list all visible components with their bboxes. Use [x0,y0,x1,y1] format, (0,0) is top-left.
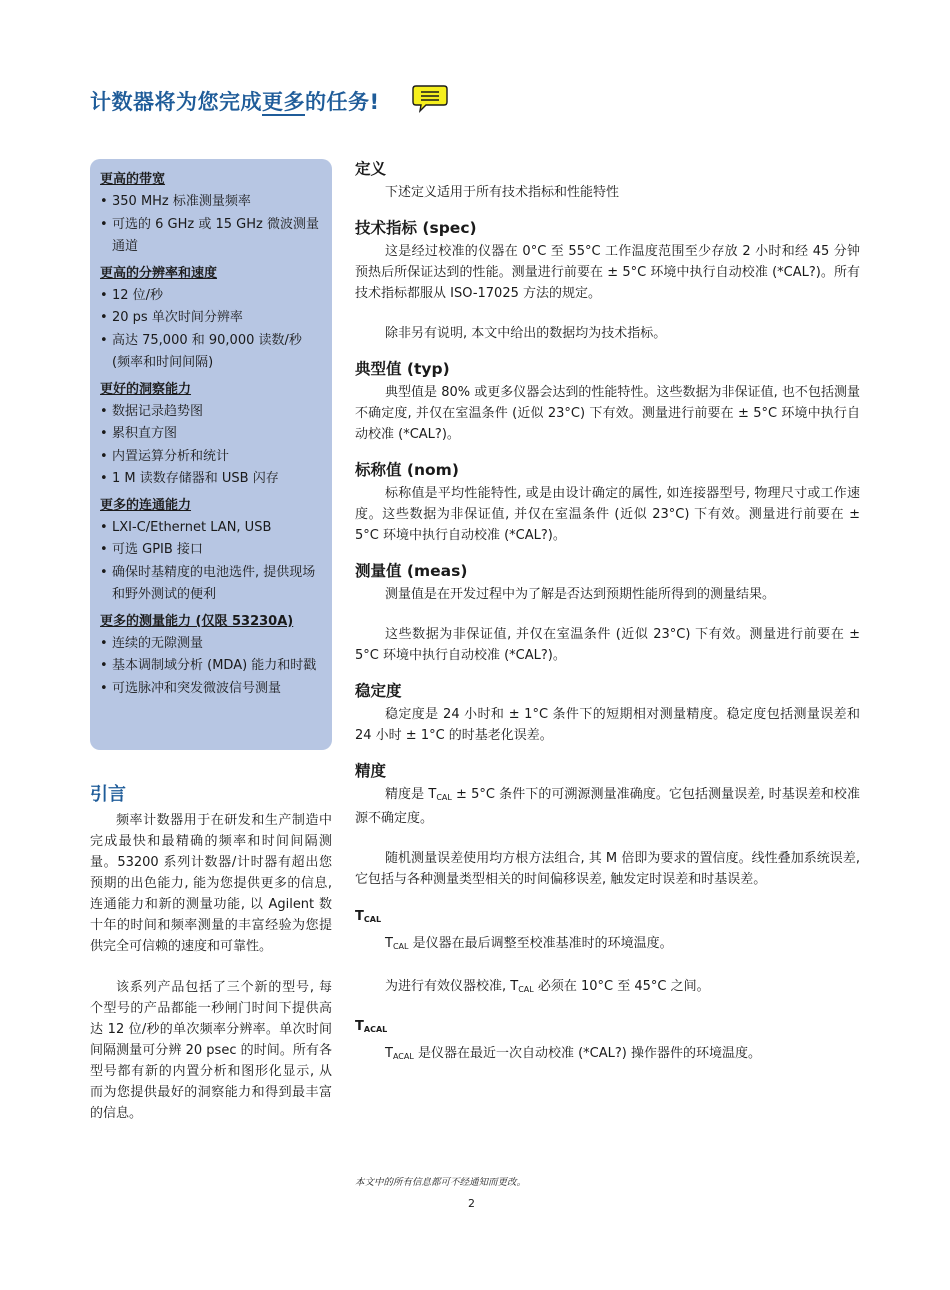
list-item: • 12 位/秒 [100,285,324,308]
definitions-column [355,158,860,1081]
sidebar-heading: 更多的连通能力 [100,497,192,513]
paragraph: 典型值是 80% 或更多仪器会达到的性能特性。这些数据为非保证值, 也不包括测量不确定度, 并仅在室温条件 (近似 23°C) 下有效。测量进行前要在 ± 5°C 环境中执行自动校准 (*CAL?)。 [355,385,860,442]
paragraph: 这些数据为非保证值, 并仅在室温条件 (近似 23°C) 下有效。测量进行前要在 ± 5°C 环境中执行自动校准 (*CAL?)。 [355,627,860,663]
intro-body [90,810,332,1144]
page-number: 2 [468,1197,475,1210]
section-heading: $T_{ACAL}$ [355,1019,388,1034]
sidebar-heading: 更好的洞察能力 [100,381,192,397]
list-item: • 连续的无隙测量 [100,633,324,656]
list-item: • 内置运算分析和统计 [100,446,324,469]
paragraph: $T_{ACAL}$ 是仪器在最近一次自动校准 (*CAL?) 操作器件的环境温度。 [385,1046,761,1061]
list-item: • LXI-C/Ethernet LAN, USB [100,517,324,540]
paragraph: 这是经过校准的仪器在 0°C 至 55°C 工作温度范围至少存放 2 小时和经 45 分钟预热后所保证达到的性能。测量进行前要在 ± 5°C 环境中执行自动校准 (*CAL?)。所有技术指标都服从 ISO-17025 方法的规定。 [355,244,860,301]
feature-sidebar [90,159,332,750]
list-item: • 可选的 6 GHz 或 15 GHz 微波测量通道 [100,214,324,259]
footnote: 本文中的所有信息都可不经通知而更改。 [355,1177,527,1188]
sidebar-heading: 更多的测量能力 (仅限 53230A) [100,613,294,629]
list-item: • 确保时基精度的电池选件, 提供现场和野外测试的便利 [100,562,324,607]
list-item: • 可选 GPIB 接口 [100,539,324,562]
list-item: • 可选脉冲和突发微波信号测量 [100,678,324,701]
paragraph: 标称值是平均性能特性, 或是由设计确定的属性, 如连接器型号, 物理尺寸或工作速度。这些数据为非保证值, 并仅在室温条件 (近似 23°C) 下有效。测量进行前要在 ± 5°C 环境中执行自动校准 (*CAL?)。 [355,486,860,543]
section-heading: 技术指标 (spec) [355,219,477,237]
paragraph: $T_{CAL}$ 是仪器在最后调整至校准基准时的环境温度。 [385,936,673,951]
page-title: 计数器将为您完成更多的任务! [90,90,380,114]
intro-paragraph: 频率计数器用于在研发和生产制造中完成最快和最精确的频率和时间间隔测量。53200 系列计数器/计时器有超出您预期的出色能力, 能为您提供更多的信息, 连通能力和新的测量功能, 以 Agilent 数十年的时间和频率测量的丰富经验为您提供完全可信赖的速度和可靠性。 [90,813,332,954]
paragraph: 精度是 $T_{CAL} \pm 5^\circ C$ 条件下的可溯源测量准确度。它包括测量误差, 时基误差和校准源不确定度。 [355,787,860,826]
section-heading: 测量值 (meas) [355,562,468,580]
list-item: • 累积直方图 [100,423,324,446]
paragraph: 稳定度是 24 小时和 ± 1°C 条件下的短期相对测量精度。稳定度包括测量误差和 24 小时 ± 1°C 的时基老化误差。 [355,707,860,743]
paragraph: 下述定义适用于所有技术指标和性能特性 [385,185,620,200]
paragraph: 除非另有说明, 本文中给出的数据均为技术指标。 [385,326,667,341]
list-item: • 20 ps 单次时间分辨率 [100,307,324,330]
section-heading: 定义 [355,160,387,178]
section-heading: 精度 [355,762,387,780]
paragraph: 随机测量误差使用均方根方法组合, 其 M 倍即为要求的置信度。线性叠加系统误差, 它包括与各种测量类型相关的时间偏移误差, 触发定时误差和时基误差。 [355,851,860,887]
paragraph: 测量值是在开发过程中为了解是否达到预期性能所得到的测量结果。 [385,587,776,602]
list-item: • 高达 75,000 和 90,000 读数/秒 (频率和时间间隔) [100,330,324,375]
intro-heading: 引言 [90,784,126,805]
list-item: • 基本调制域分析 (MDA) 能力和时戳 [100,655,324,678]
intro-paragraph: 该系列产品包括了三个新的型号, 每个型号的产品都能一秒闸门时间下提供高达 12 位/秒的单次频率分辨率。单次时间间隔测量可分辨 20 psec 的时间。所有各型号都有新的内置分析和图形化显示, 从而为您提供最好的洞察能力和得到最丰富的信息。 [90,980,332,1121]
section-heading: 稳定度 [355,682,402,700]
section-heading: 典型值 (typ) [355,360,450,378]
sidebar-heading: 更高的分辨率和速度 [100,265,218,281]
speech-bubble-icon [412,84,448,114]
list-item: • 1 M 读数存储器和 USB 闪存 [100,468,324,491]
paragraph: 为进行有效仪器校准, $T_{CAL}$ 必须在 10°C 至 45°C 之间。 [385,979,710,994]
section-heading: 标称值 (nom) [355,461,459,479]
list-item: • 数据记录趋势图 [100,401,324,424]
section-heading: $T_{CAL}$ [355,909,382,924]
sidebar-heading: 更高的带宽 [100,172,166,187]
list-item: • 350 MHz 标准测量频率 [100,191,324,214]
